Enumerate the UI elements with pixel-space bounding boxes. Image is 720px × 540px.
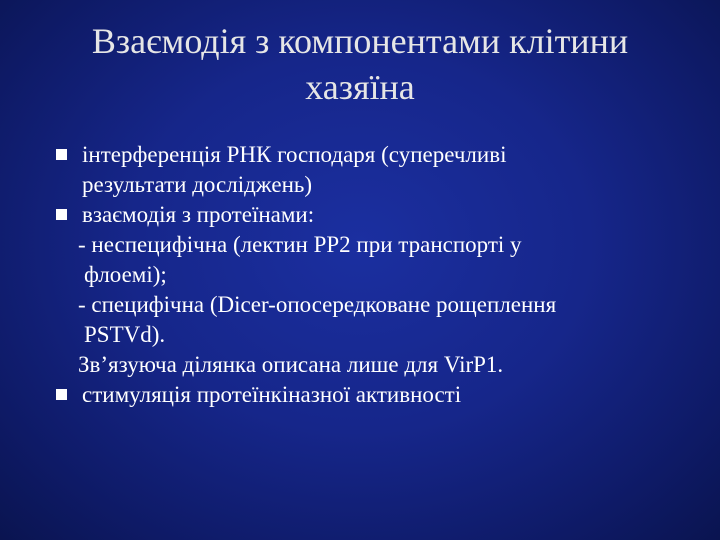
sub-item-text: PSTVd). [84,322,166,347]
square-bullet-icon [56,149,67,160]
slide-title-line-1: Взаємодія з компонентами клітини [91,21,629,61]
sub-item-continuation [52,320,692,350]
bullet-item-text: взаємодія з протеїнами: [82,202,315,227]
bullet-item-text: стимуляція протеїнкіназної активності [82,382,462,407]
bullet-item-2 [52,200,692,230]
bullet-item-3 [52,380,692,410]
sub-item-text: флоемі); [84,262,167,287]
slide-title [0,18,720,110]
sub-item-continuation [52,260,692,290]
note-line [52,350,692,380]
sub-item-line [52,290,692,320]
bullet-item-text: результати досліджень) [82,172,313,197]
sub-item-text: - неспецифічна (лектин РР2 при транспорті у [78,232,522,257]
slide-title-line-2: хазяїна [305,67,415,107]
slide-content [52,140,692,410]
sub-item-line [52,230,692,260]
square-bullet-icon [56,389,67,400]
square-bullet-icon [56,209,67,220]
bullet-item-1 [52,140,692,170]
note-text: Зв’язуюча ділянка описана лише для VirP1. [78,352,504,377]
bullet-item-continuation [52,170,692,200]
bullet-item-text: інтерференція РНК господаря (суперечливі [82,142,507,167]
sub-item-text: - специфічна (Dicer-опосередковане рощеплення [78,292,557,317]
